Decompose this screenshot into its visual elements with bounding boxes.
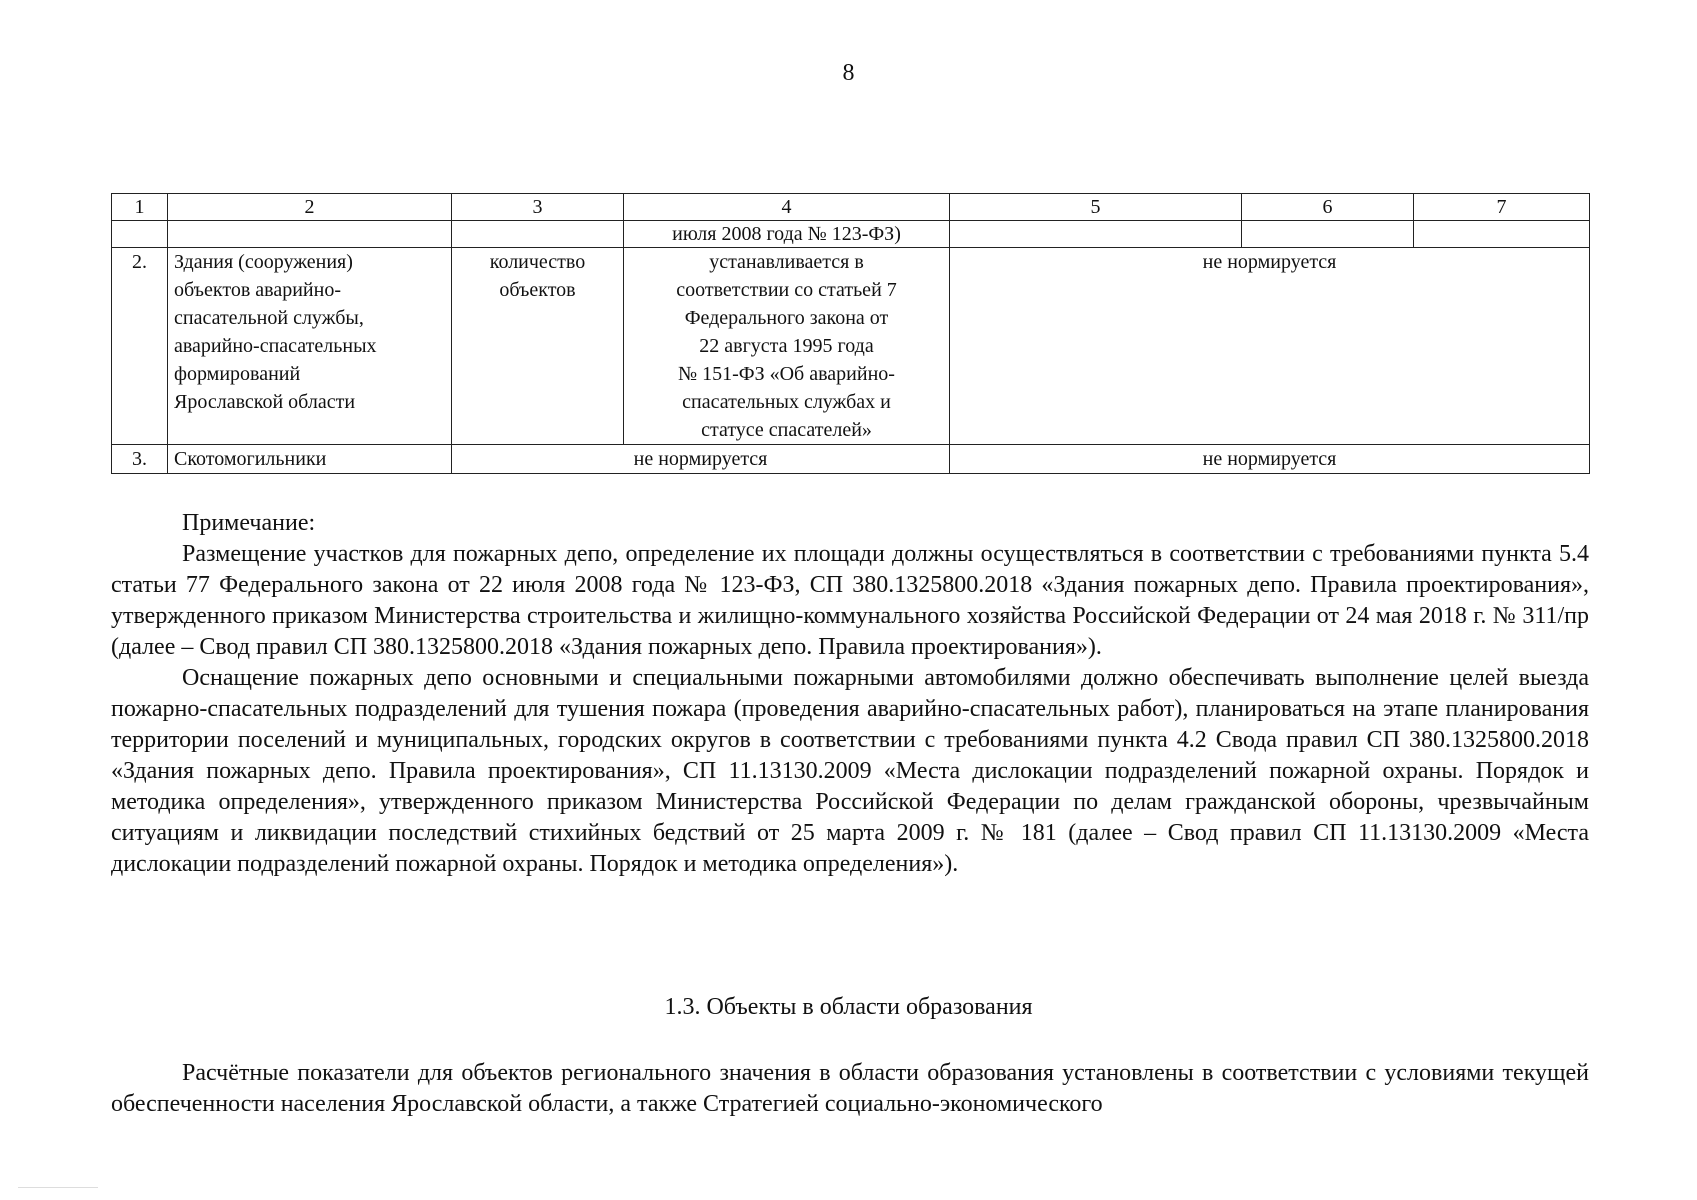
object-name-cell: Скотомогильники bbox=[168, 445, 452, 474]
accessibility-cell: не нормируется bbox=[950, 445, 1590, 474]
table-row bbox=[112, 248, 1590, 445]
row-number: 3. bbox=[112, 445, 168, 474]
note-paragraph: Оснащение пожарных депо основными и специальными пожарными автомобилями должно обеспечивать выполнение целей выезда пожарно-спасательных подразделений для тушения пожара (проведения аварийно-спасательных работ), планироваться на этапе планирования территории поселений и муниципальных, городских округов в соответствии с требованиями пункта 4.2 Свода правил СП 380.1325800.2018 «Здания пожарных депо. Правила проектирования», СП 11.13130.2009 «Места дислокации подразделений пожарной охраны. Порядок и методика определения», утвержденного приказом Министерства Российской Федерации по делам гражданской обороны, чрезвычайным ситуациям и ликвидации последствий стихийных бедствий от 25 марта 2009 г. № 181 (далее – Свод правил СП 11.13130.2009 «Места дислокации подразделений пожарной охраны. Порядок и методика определения»). bbox=[111, 665, 1589, 877]
row-number: 2. bbox=[112, 248, 168, 445]
column-number-cell: 6 bbox=[1242, 194, 1414, 221]
table-row bbox=[112, 445, 1590, 474]
column-number-cell: 2 bbox=[168, 194, 452, 221]
section-heading: 1.3. Объекты в области образования bbox=[664, 994, 1033, 1020]
note-heading: Примечание: bbox=[182, 510, 316, 536]
note-paragraph: Размещение участков для пожарных депо, определение их площади должны осуществляться в соответствии с требованиями пункта 5.4 статьи 77 Федерального закона от 22 июля 2008 года № 123-ФЗ, СП 380.1325800.2018 «Здания пожарных депо. Правила проектирования», утвержденного приказом Министерства строительства и жилищно-коммунального хозяйства Российской Федерации от 24 мая 2018 г. № 311/пр (далее – Свод правил СП 380.1325800.2018 «Здания пожарных депо. Правила проектирования»). bbox=[111, 541, 1589, 660]
column-number-cell: 4 bbox=[624, 194, 950, 221]
table-cell bbox=[1242, 221, 1414, 248]
note-block bbox=[111, 508, 1589, 880]
object-name-cell: Здания (сооружения) объектов аварийно- спасательной службы, аварийно-спасательных формирований Ярославской области bbox=[168, 248, 452, 445]
table-cell bbox=[1414, 221, 1590, 248]
table-cell bbox=[112, 221, 168, 248]
accessibility-cell: не нормируется bbox=[950, 248, 1590, 445]
table-cell bbox=[168, 221, 452, 248]
table-row-continuation bbox=[112, 221, 1590, 248]
value-cell: не нормируется bbox=[452, 445, 950, 474]
section-body bbox=[111, 1058, 1589, 1120]
column-number-cell: 5 bbox=[950, 194, 1242, 221]
indicators-table bbox=[111, 193, 1590, 474]
table-header-row bbox=[112, 194, 1590, 221]
unit-cell: количество объектов bbox=[452, 248, 624, 445]
column-number-cell: 3 bbox=[452, 194, 624, 221]
scan-artifact-line bbox=[18, 1187, 98, 1188]
section-paragraph: Расчётные показатели для объектов регионального значения в области образования установлены в соответствии с условиями текущей обеспеченности населения Ярославской области, а также Стратегией социально-экономического bbox=[111, 1060, 1589, 1117]
column-number-cell: 7 bbox=[1414, 194, 1590, 221]
table-cell bbox=[950, 221, 1242, 248]
page-number: 8 bbox=[842, 60, 855, 86]
value-cell: устанавливается в соответствии со статьей 7 Федерального закона от 22 августа 1995 года № 151-ФЗ «Об аварийно- спасательных службах и статусе спасателей» bbox=[624, 248, 950, 445]
column-number-cell: 1 bbox=[112, 194, 168, 221]
table-cell bbox=[452, 221, 624, 248]
continuation-cell: июля 2008 года № 123-ФЗ) bbox=[624, 221, 950, 248]
